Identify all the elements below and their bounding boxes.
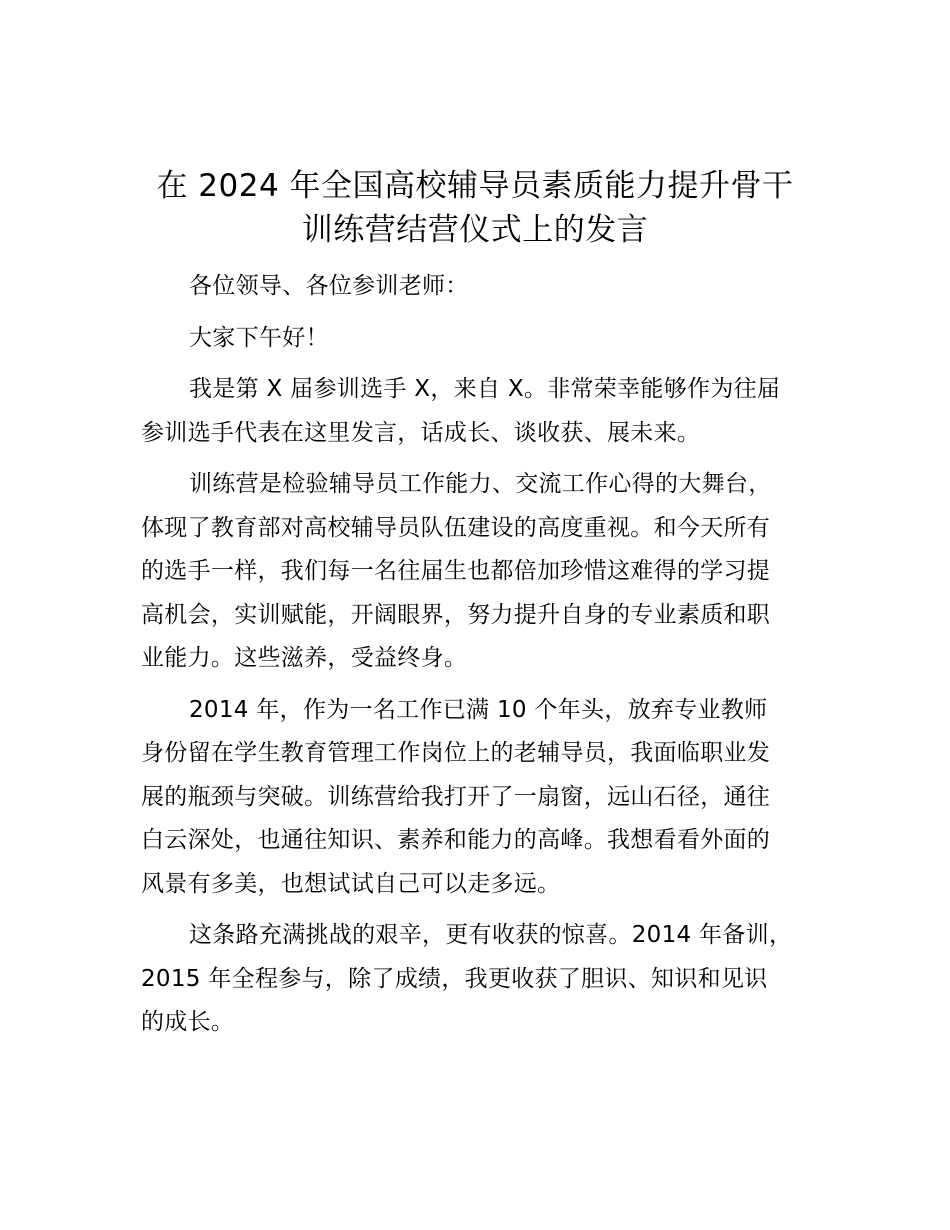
paragraph: [141, 463, 835, 681]
title-line: 在 2024 年全国高校辅导员素质能力提升骨干: [156, 168, 794, 204]
paragraph-line: 训练营是检验辅导员工作能力、交流工作心得的大舞台，: [189, 471, 772, 497]
title-line: 训练营结营仪式上的发言: [301, 212, 649, 248]
paragraph-line: 展的瓶颈与突破。训练营给我打开了一扇窗，远山石径，通往: [141, 783, 771, 810]
paragraph-line: 身份留在学生教育管理工作岗位上的老辅导员，我面临职业发: [141, 740, 771, 766]
paragraph-line: 的选手一样，我们每一名往届生也都倍加珍惜这难得的学习提: [141, 558, 771, 584]
paragraph-line: 这条路充满挑战的艰辛，更有收获的惊喜。2014 年备训，: [189, 922, 793, 948]
document-title: [120, 164, 830, 252]
paragraph: [141, 914, 835, 1045]
paragraph-line: 业能力。这些滋养，受益终身。: [141, 645, 468, 671]
paragraph-line: 体现了教育部对高校辅导员队伍建设的高度重视。和今天所有: [141, 514, 771, 541]
document-body: [141, 265, 835, 1053]
paragraph-line: 2015 年全程参与，除了成绩，我更收获了胆识、知识和见识: [141, 965, 768, 992]
paragraph: [141, 689, 835, 907]
paragraph-line: 高机会，实训赋能，开阔眼界，努力提升自身的专业素质和职: [141, 601, 771, 628]
paragraph-line: 2014 年，作为一名工作已满 10 个年头，放弃专业教师: [189, 696, 768, 723]
paragraph: [141, 368, 835, 455]
salutation: 各位领导、各位参训老师：: [189, 273, 469, 299]
paragraph-line: 风景有多美，也想试试自己可以走多远。: [141, 870, 561, 897]
greeting: 大家下午好！: [189, 324, 329, 351]
paragraph-line: 白云深处，也通往知识、素养和能力的高峰。我想看看外面的: [141, 827, 771, 853]
paragraph-line: 的成长。: [141, 1009, 235, 1035]
paragraph-line: 我是第 X 届参训选手 X，来自 X。非常荣幸能够作为往届: [189, 376, 781, 402]
paragraph-line: 参训选手代表在这里发言，话成长、谈收获、展未来。: [141, 419, 701, 446]
